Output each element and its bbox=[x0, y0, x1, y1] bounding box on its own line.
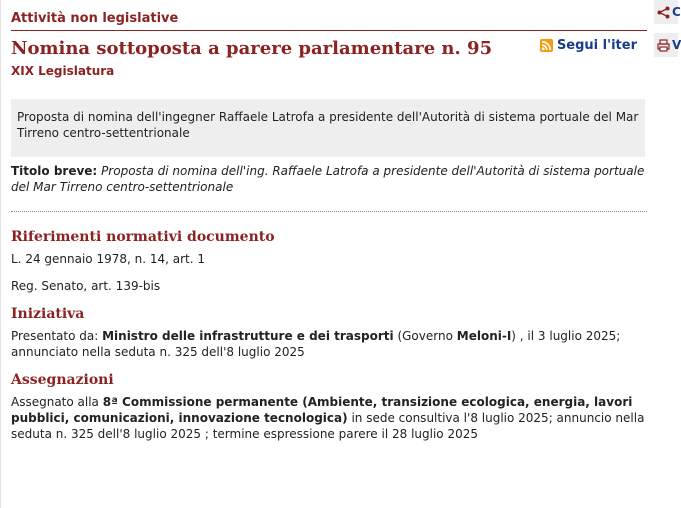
share-tool-label: C bbox=[672, 5, 681, 19]
rss-icon bbox=[540, 39, 553, 52]
share-icon bbox=[657, 6, 670, 19]
commission-link-cont[interactable]: pubblici, comunicazioni, innovazione tecnologica) bbox=[11, 411, 348, 425]
print-icon bbox=[657, 39, 670, 52]
assignment-detail: in sede consultiva l'8 luglio 2025; annuncio nella bbox=[351, 411, 645, 425]
government-open: (Governo bbox=[397, 329, 453, 343]
section-label: Attività non legislative bbox=[11, 11, 179, 26]
assegnazioni-line3: seduta n. 325 dell'8 luglio 2025 ; termine espressione parere il 28 luglio 2025 bbox=[11, 427, 478, 441]
assegnazioni-line2 bbox=[11, 410, 647, 426]
follow-iter-label: Segui l'iter bbox=[556, 38, 637, 53]
riferimento-item: L. 24 gennaio 1978, n. 14, art. 1 bbox=[11, 252, 206, 266]
print-tool[interactable] bbox=[654, 33, 681, 57]
government-name[interactable]: Meloni-I bbox=[456, 329, 512, 343]
commission-link[interactable]: 8ª Commissione permanente (Ambiente, transizione ecologica, energia, lavori bbox=[102, 395, 633, 409]
summary-box bbox=[11, 99, 645, 157]
print-tool-label: V bbox=[672, 38, 681, 52]
legislature-label: XIX Legislatura bbox=[11, 64, 115, 78]
riferimento-item: Reg. Senato, art. 139-bis bbox=[11, 279, 161, 293]
share-tool[interactable] bbox=[654, 0, 681, 24]
summary-text: Proposta di nomina dell'ingegner Raffaele Latrofa a presidente dell'Autorità di sistema portuale del Mar Tirreno centro-settentrionale bbox=[17, 110, 639, 140]
iniziativa-line2: annunciato nella seduta n. 325 dell'8 luglio 2025 bbox=[11, 345, 305, 359]
short-title bbox=[11, 163, 647, 195]
assegnazioni-line1 bbox=[11, 394, 647, 410]
page-title: Nomina sottoposta a parere parlamentare n. 95 bbox=[11, 38, 493, 59]
assegnazioni-heading: Assegnazioni bbox=[11, 372, 114, 388]
iniziativa-date: ) , il 3 luglio 2025; bbox=[511, 329, 621, 343]
presenter-name[interactable]: Ministro delle infrastrutture e dei trasporti bbox=[102, 329, 394, 343]
iniziativa-heading: Iniziativa bbox=[11, 306, 85, 322]
riferimenti-heading: Riferimenti normativi documento bbox=[11, 229, 275, 245]
short-title-label: Titolo breve: bbox=[11, 164, 98, 178]
left-border bbox=[0, 0, 1, 508]
dotted-divider bbox=[11, 211, 647, 212]
assigned-label: Assegnato alla bbox=[11, 395, 99, 409]
iniziativa-line1 bbox=[11, 328, 647, 344]
short-title-value: Proposta di nomina dell'ing. Raffaele Latrofa a presidente dell'Autorità di sistema portuale del Mar Tirreno centro-settentrionale bbox=[11, 164, 645, 194]
presented-by-label: Presentato da: bbox=[11, 329, 99, 343]
follow-iter-link[interactable] bbox=[540, 38, 637, 53]
title-divider bbox=[11, 30, 647, 31]
